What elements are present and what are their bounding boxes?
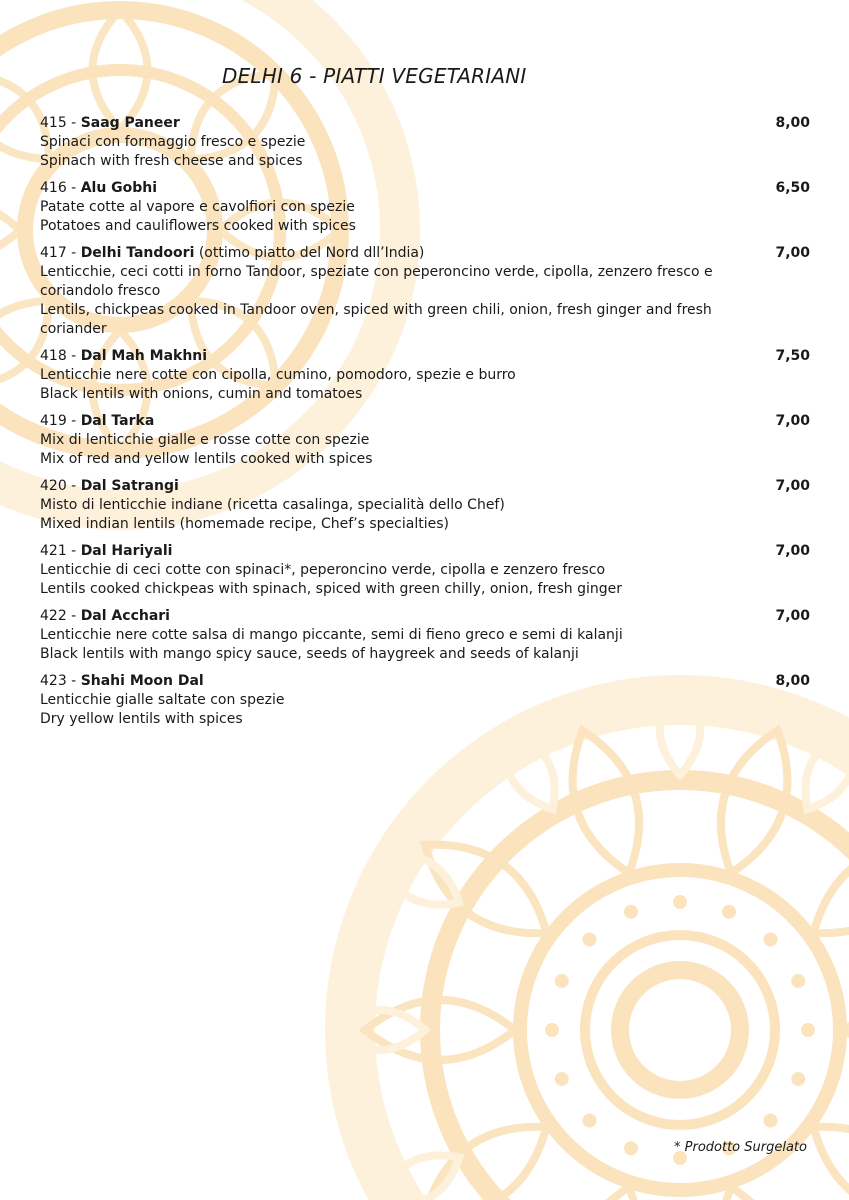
- dish-description-italian: Lenticchie, ceci cotti in forno Tandoor, speziate con peperoncino verde, cipolla, zenzero fresco e coriandolo fresco: [40, 264, 713, 299]
- ornament-dot: [582, 1114, 596, 1128]
- dish-name: Dal Acchari: [80, 608, 170, 624]
- dish-header: 422 - Dal Acchari: [40, 608, 170, 624]
- dish-list: [40, 114, 810, 737]
- dish-header: 421 - Dal Hariyali: [40, 543, 173, 559]
- ornament-dot: [673, 895, 687, 909]
- ornament-dot: [545, 1023, 559, 1037]
- dish-price: 6,50: [775, 180, 810, 196]
- dish-description-english: Spinach with fresh cheese and spices: [40, 153, 303, 169]
- dish-header: 418 - Dal Mah Makhni: [40, 348, 208, 364]
- dish-name: Shahi Moon Dal: [80, 673, 204, 689]
- page-title: DELHI 6 - PIATTI VEGETARIANI: [222, 64, 527, 88]
- dish-description-italian: Spinaci con formaggio fresco e spezie: [40, 134, 306, 150]
- dish-header: 417 - Delhi Tandoori (ottimo piatto del Nord dll’India): [40, 245, 425, 261]
- dish-number: 420: [40, 478, 67, 494]
- dish-number: 421: [40, 543, 67, 559]
- dish-price: 8,00: [775, 673, 810, 689]
- dish-price: 7,00: [775, 543, 810, 559]
- dish-description-italian: Lenticchie di ceci cotte con spinaci*, peperoncino verde, cipolla e zenzero fresco: [40, 562, 606, 578]
- ornament-petal: [813, 845, 849, 934]
- dish-description-english: Lentils cooked chickpeas with spinach, spiced with green chilly, onion, fresh ginger: [40, 581, 623, 597]
- dish-number: 418: [40, 348, 67, 364]
- ornament-dot: [764, 932, 778, 946]
- dish-price: 7,50: [775, 348, 810, 364]
- dish-number: 417: [40, 245, 67, 261]
- dish-description-english: Black lentils with onions, cumin and tomatoes: [40, 386, 363, 402]
- dish-price: 7,00: [775, 608, 810, 624]
- ornament-dot: [722, 905, 736, 919]
- ornament-dot: [555, 1072, 569, 1086]
- dish-header: 415 - Saag Paneer: [40, 115, 180, 131]
- dish-description-italian: Lenticchie gialle saltate con spezie: [40, 692, 285, 708]
- dish-header: 420 - Dal Satrangi: [40, 478, 179, 494]
- dish-name: Dal Satrangi: [80, 478, 179, 494]
- dish-header: 419 - Dal Tarka: [40, 413, 155, 429]
- frozen-product-footnote: * Prodotto Surgelato: [674, 1140, 807, 1155]
- dish-item: [40, 114, 810, 171]
- dish-price: 7,00: [775, 413, 810, 429]
- ornament-dot: [801, 1023, 815, 1037]
- dish-name: Alu Gobhi: [80, 180, 158, 196]
- mandala-bottom-right: [335, 685, 849, 1200]
- dish-description-english: Lentils, chickpeas cooked in Tandoor oven, spiced with green chili, onion, fresh ginger and fresh coriander: [40, 302, 712, 337]
- dish-description-english: Potatoes and cauliflowers cooked with spices: [40, 218, 356, 234]
- ornament-petal: [573, 1187, 639, 1200]
- dish-item: [40, 607, 810, 664]
- dish-item: [40, 412, 810, 469]
- dish-description-english: Mixed indian lentils (homemade recipe, Chef’s specialties): [40, 516, 449, 532]
- ornament-dot: [582, 932, 596, 946]
- dish-description-english: Black lentils with mango spicy sauce, seeds of haygreek and seeds of kalanji: [40, 646, 579, 662]
- dish-description-italian: Patate cotte al vapore e cavolfiori con spezie: [40, 199, 355, 215]
- dish-name: Dal Mah Makhni: [80, 348, 208, 364]
- ornament-dot: [764, 1114, 778, 1128]
- dish-description-italian: Misto di lenticchie indiane (ricetta casalinga, specialità dello Chef): [40, 497, 505, 513]
- ornament-dot: [624, 905, 638, 919]
- dish-price: 7,00: [775, 478, 810, 494]
- dish-description-english: Dry yellow lentils with spices: [40, 711, 243, 727]
- dish-item: [40, 477, 810, 534]
- dish-header: 423 - Shahi Moon Dal: [40, 673, 204, 689]
- dish-note: (ottimo piatto del Nord dll’India): [198, 245, 425, 261]
- dish-description-italian: Mix di lenticchie gialle e rosse cotte con spezie: [40, 432, 370, 448]
- ornament-dot: [791, 1072, 805, 1086]
- dish-number: 415: [40, 115, 67, 131]
- dish-name: Saag Paneer: [80, 115, 180, 131]
- dish-price: 8,00: [775, 115, 810, 131]
- dish-description-italian: Lenticchie nere cotte con cipolla, cumino, pomodoro, spezie e burro: [40, 367, 516, 383]
- dish-number: 416: [40, 180, 67, 196]
- ornament-petal: [0, 203, 20, 258]
- dish-item: [40, 347, 810, 404]
- dish-number: 423: [40, 673, 67, 689]
- dish-price: 7,00: [775, 245, 810, 261]
- dish-number: 422: [40, 608, 67, 624]
- dish-description-italian: Lenticchie nere cotte salsa di mango piccante, semi di fieno greco e semi di kalanji: [40, 627, 623, 643]
- ornament-dot: [624, 1141, 638, 1155]
- dish-item: [40, 672, 810, 729]
- ornament-dot: [555, 974, 569, 988]
- dish-name: Delhi Tandoori: [80, 245, 195, 261]
- ornament-dot: [791, 974, 805, 988]
- dish-description-english: Mix of red and yellow lentils cooked with spices: [40, 451, 373, 467]
- ornament-petal: [813, 1127, 849, 1200]
- dish-name: Dal Tarka: [80, 413, 155, 429]
- dish-header: 416 - Alu Gobhi: [40, 180, 158, 196]
- dish-item: [40, 244, 810, 339]
- dish-item: [40, 179, 810, 236]
- ornament-petal: [721, 1187, 787, 1200]
- dish-item: [40, 542, 810, 599]
- dish-number: 419: [40, 413, 67, 429]
- dish-name: Dal Hariyali: [80, 543, 173, 559]
